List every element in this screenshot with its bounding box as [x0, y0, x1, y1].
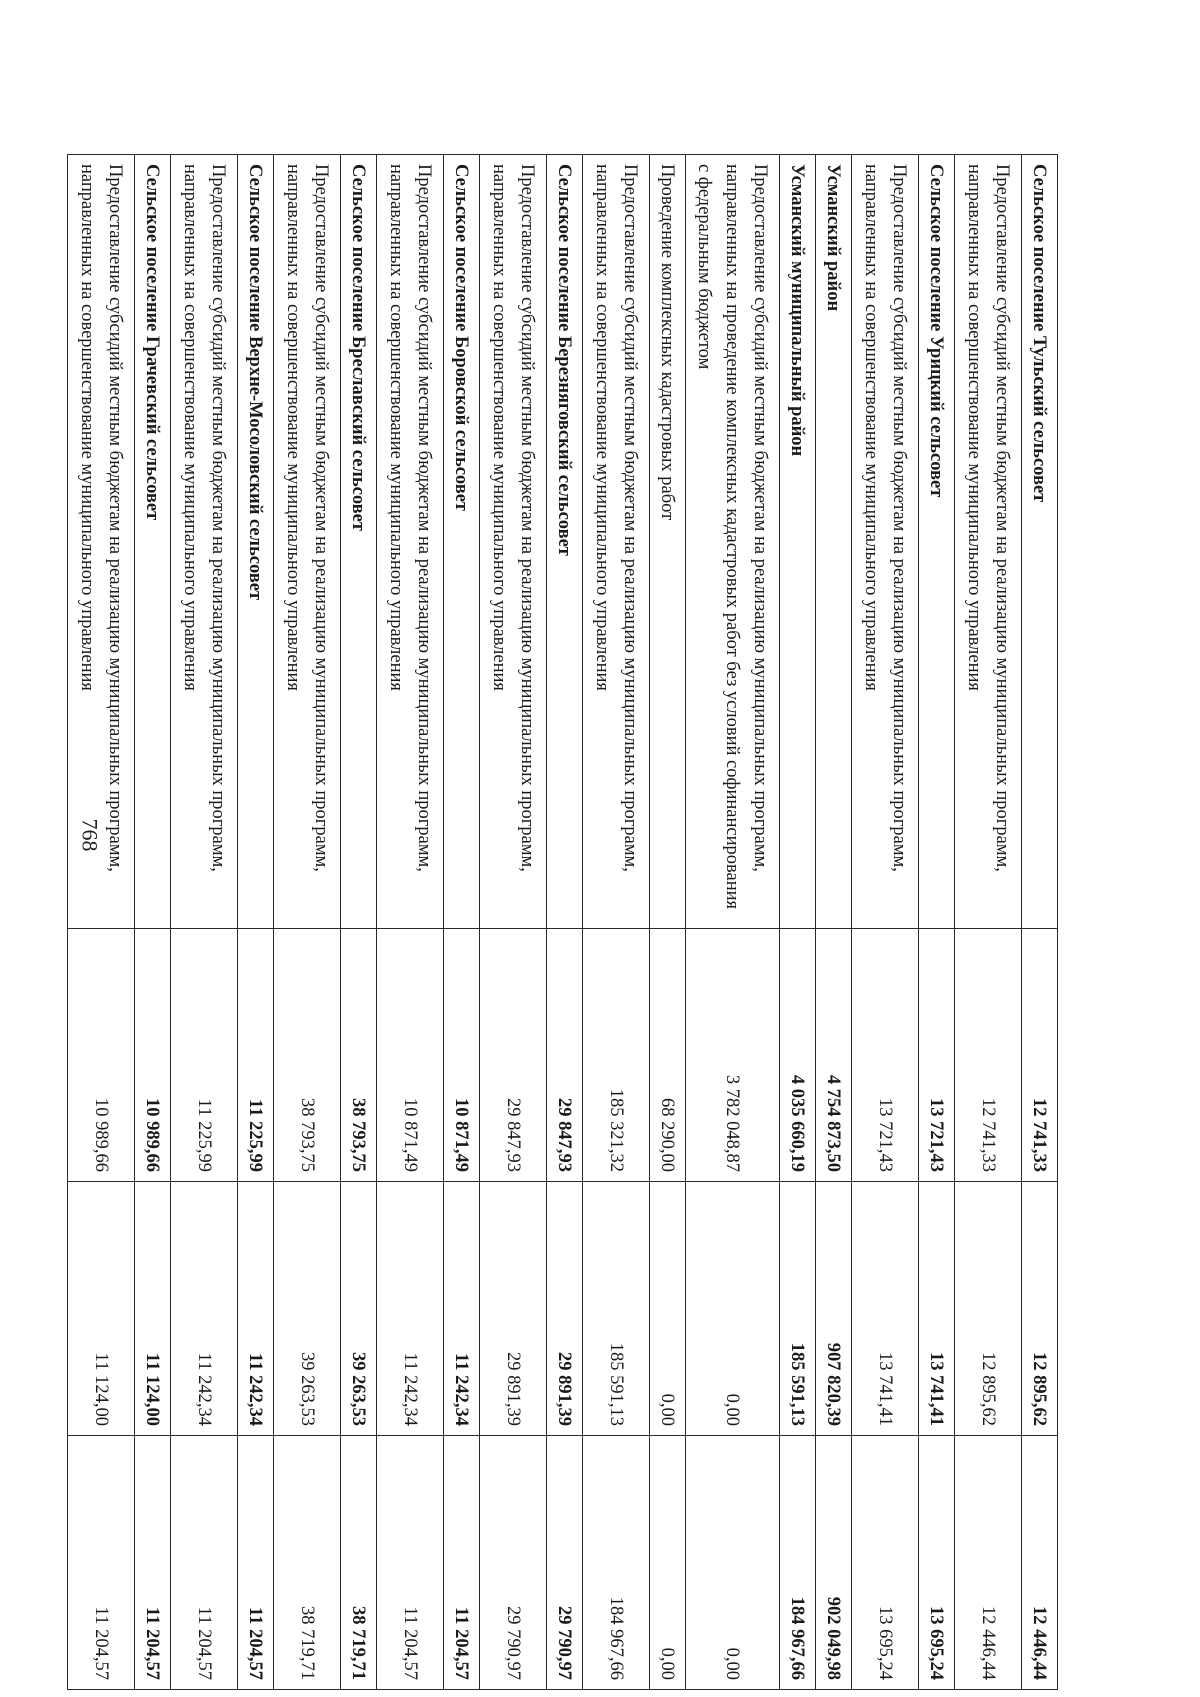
row-value-year1: 185 321,32 — [583, 929, 650, 1182]
row-value-year2: 185 591,13 — [583, 1182, 650, 1436]
row-value-year3: 13 695,24 — [852, 1436, 919, 1690]
table-row — [650, 155, 686, 1690]
row-value-year3: 902 049,98 — [816, 1436, 852, 1690]
table-row — [171, 155, 238, 1690]
row-name-cell: Сельское поселение Грачевский сельсовет — [135, 155, 171, 929]
table-row-group — [780, 155, 816, 1690]
row-name-cell: Сельское поселение Боровской сельсовет — [444, 155, 480, 929]
table-row — [852, 155, 919, 1690]
row-value-year1: 10 871,49 — [444, 929, 480, 1182]
row-value-year2: 13 741,41 — [919, 1182, 955, 1436]
row-value-year1: 12 741,33 — [1022, 929, 1058, 1182]
row-value-year2: 12 895,62 — [955, 1182, 1022, 1436]
row-value-year3: 29 790,97 — [480, 1436, 547, 1690]
row-name-cell: Предоставление субсидий местным бюджетам на реализацию муниципальных программ, направленных на совершенствование муниципального управления — [480, 155, 547, 929]
table-row-group — [444, 155, 480, 1690]
table-row — [955, 155, 1022, 1690]
row-value-year1: 10 989,66 — [68, 929, 135, 1182]
row-value-year2: 11 242,34 — [238, 1182, 274, 1436]
row-name-cell: Предоставление субсидий местным бюджетам на реализацию муниципальных программ, направленных на совершенствование муниципального управления — [171, 155, 238, 929]
row-name-cell: Сельское поселение Тульский сельсовет — [1022, 155, 1058, 929]
row-value-year1: 38 793,75 — [341, 929, 377, 1182]
row-name-cell: Предоставление субсидий местным бюджетам на реализацию муниципальных программ, направленных на совершенствование муниципального управления — [274, 155, 341, 929]
row-value-year3: 13 695,24 — [919, 1436, 955, 1690]
row-value-year1: 29 847,93 — [480, 929, 547, 1182]
row-value-year2: 11 242,34 — [377, 1182, 444, 1436]
row-name-cell: Предоставление субсидий местным бюджетам на реализацию муниципальных программ, направленных на совершенствование муниципального управления — [583, 155, 650, 929]
row-name-cell: Сельское поселение Березняговский сельсовет — [547, 155, 583, 929]
table-row — [583, 155, 650, 1690]
page-number: 768 — [77, 818, 103, 852]
row-value-year2: 12 895,62 — [1022, 1182, 1058, 1436]
row-value-year2: 0,00 — [686, 1182, 780, 1436]
row-value-year3: 0,00 — [650, 1436, 686, 1690]
row-value-year2: 185 591,13 — [780, 1182, 816, 1436]
row-value-year1: 68 290,00 — [650, 929, 686, 1182]
row-value-year3: 11 204,57 — [377, 1436, 444, 1690]
row-value-year3: 12 446,44 — [1022, 1436, 1058, 1690]
row-value-year1: 4 754 873,50 — [816, 929, 852, 1182]
budget-table — [67, 154, 1058, 1690]
table-row — [686, 155, 780, 1690]
row-value-year3: 0,00 — [686, 1436, 780, 1690]
table-row-group — [1022, 155, 1058, 1690]
row-value-year1: 38 793,75 — [274, 929, 341, 1182]
row-value-year3: 12 446,44 — [955, 1436, 1022, 1690]
row-name-cell: Сельское поселение Верхне-Мосоловский сельсовет — [238, 155, 274, 929]
row-value-year1: 13 721,43 — [919, 929, 955, 1182]
budget-table-body — [68, 155, 1058, 1690]
table-row-group — [341, 155, 377, 1690]
row-value-year1: 13 721,43 — [852, 929, 919, 1182]
row-value-year3: 29 790,97 — [547, 1436, 583, 1690]
table-row-group — [816, 155, 852, 1690]
row-value-year2: 39 263,53 — [274, 1182, 341, 1436]
table-row — [274, 155, 341, 1690]
row-name-cell: Проведение комплексных кадастровых работ — [650, 155, 686, 929]
row-value-year2: 11 242,34 — [171, 1182, 238, 1436]
row-value-year1: 11 225,99 — [238, 929, 274, 1182]
row-value-year3: 38 719,71 — [341, 1436, 377, 1690]
row-value-year2: 13 741,41 — [852, 1182, 919, 1436]
row-value-year1: 10 989,66 — [135, 929, 171, 1182]
row-name-cell: Сельское поселение Урицкий сельсовет — [919, 155, 955, 929]
row-value-year2: 11 124,00 — [135, 1182, 171, 1436]
row-name-cell: Усманский муниципальный район — [780, 155, 816, 929]
row-value-year2: 907 820,39 — [816, 1182, 852, 1436]
row-name-cell: Предоставление субсидий местным бюджетам на реализацию муниципальных программ, направленных на совершенствование муниципального управления — [852, 155, 919, 929]
row-value-year2: 39 263,53 — [341, 1182, 377, 1436]
row-value-year1: 10 871,49 — [377, 929, 444, 1182]
row-value-year3: 11 204,57 — [171, 1436, 238, 1690]
row-value-year1: 4 035 660,19 — [780, 929, 816, 1182]
row-value-year2: 11 124,00 — [68, 1182, 135, 1436]
row-name-cell: Усманский район — [816, 155, 852, 929]
row-value-year3: 11 204,57 — [135, 1436, 171, 1690]
row-value-year1: 3 782 048,87 — [686, 929, 780, 1182]
table-row-group — [135, 155, 171, 1690]
row-name-cell: Предоставление субсидий местным бюджетам на реализацию муниципальных программ, направленных на проведение комплексных кадастровых работ без условий софинансирования с федеральным бюджетом — [686, 155, 780, 929]
row-value-year1: 29 847,93 — [547, 929, 583, 1182]
row-value-year3: 38 719,71 — [274, 1436, 341, 1690]
row-value-year3: 11 204,57 — [238, 1436, 274, 1690]
row-value-year2: 0,00 — [650, 1182, 686, 1436]
row-name-cell: Предоставление субсидий местным бюджетам на реализацию муниципальных программ, направленных на совершенствование муниципального управления — [377, 155, 444, 929]
row-name-cell: Сельское поселение Бреславский сельсовет — [341, 155, 377, 929]
table-row — [377, 155, 444, 1690]
table-row — [480, 155, 547, 1690]
row-value-year2: 11 242,34 — [444, 1182, 480, 1436]
row-value-year3: 11 204,57 — [444, 1436, 480, 1690]
table-row — [68, 155, 135, 1690]
row-value-year1: 12 741,33 — [955, 929, 1022, 1182]
row-name-cell: Предоставление субсидий местным бюджетам на реализацию муниципальных программ, направленных на совершенствование муниципального управления — [955, 155, 1022, 929]
row-value-year3: 184 967,66 — [583, 1436, 650, 1690]
table-row-group — [238, 155, 274, 1690]
row-value-year3: 184 967,66 — [780, 1436, 816, 1690]
row-value-year2: 29 891,39 — [547, 1182, 583, 1436]
table-row-group — [919, 155, 955, 1690]
row-value-year3: 11 204,57 — [68, 1436, 135, 1690]
table-row-group — [547, 155, 583, 1690]
row-value-year1: 11 225,99 — [171, 929, 238, 1182]
row-value-year2: 29 891,39 — [480, 1182, 547, 1436]
row-name-cell: Предоставление субсидий местным бюджетам на реализацию муниципальных программ, направленных на совершенствование муниципального управления — [68, 155, 135, 929]
